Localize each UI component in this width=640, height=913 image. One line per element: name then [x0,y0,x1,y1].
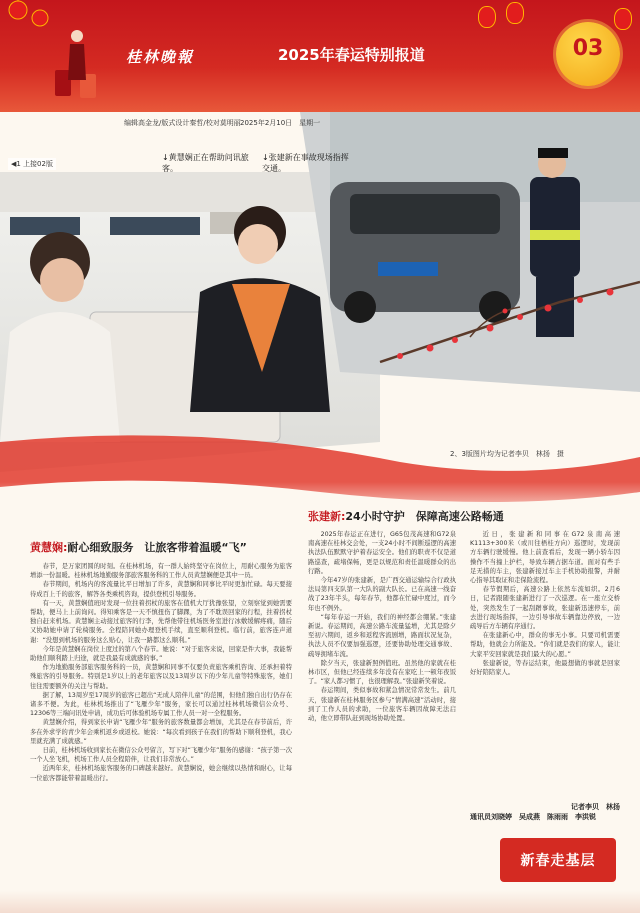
headline-text: 24小时守护 保障高速公路畅通 [345,510,504,523]
paragraph: “每年春运一开始，我们的神经都会绷紧。”张建新说。春运期间，高速公路车流量猛增，尤其是除夕至初六期间，返乡和返程客流剧增，路面状况复杂，执法人员不仅要加强巡逻，还要协助处理交通事故、疏导拥堵车流。 [308,613,456,658]
paragraph: 春节，是万家团圆的时刻。在桂林机场，有一群人始终坚守在岗位上，用耐心服务为旅客增添一份温暖。桂林机场地勤服务部旅客服务科的工作人员黄慧娴便是其中一员。 [30,563,292,580]
paragraph: 今年是黄慧娴在岗位上度过的第八个春节。她说：“对于旅客来说，回家是件大事，我能帮助他们顺利踏上归途，就是我最有成就感的事。” [30,645,292,663]
lantern-icon [478,6,496,28]
lantern-icon [614,8,632,30]
newspaper-logo: 桂林晚報 [126,48,195,66]
paragraph: 近日，张建新和同事在G72泉南高速K1113+300米（或川往梧桂方向）巡逻时，发现前方车辆行驶缓慢。他上前查看后，发现一辆小轿车因操作不当撞上护栏，导致车辆占据车道。面对有些手足无措的车主，张建新接过车主手机协助报警，并耐心指导其取证和走保险流程。 [470,531,620,585]
paragraph: 日前，桂林机场收到家长在微信公众号留言，写下对“飞雁少年”服务的感谢：“孩子第一次一个人坐飞机，机场工作人员全程陪伴，让我们非常放心。” [30,747,292,764]
article-headline-left [30,539,247,555]
traveler-icon [0,0,120,112]
photo-caption-2: ↓黄慧娴正在帮助问讯旅客。 [162,153,249,173]
reporter-credits [470,802,620,822]
reporter-line: 记者李贝 林扬 [571,803,620,811]
paragraph: 黄慧娴介绍，得到家长申请“飞雁少年”服务的旅客数量都会增加，尤其是在春节前后，许多在外求学的青少年会乘机返乡或返校。她说：“每次看到孩子在我们的帮助下顺利登机，我心里就充满了成就感。” [30,719,292,745]
article-column-middle [308,530,456,830]
correspondent-line: 通讯员刘晓婷 吴成燕 陈雨雨 李洪锐 [470,813,596,821]
headline-name: 黄慧娴: [30,541,68,554]
footer-band [0,890,640,913]
article-column-right [470,530,620,798]
continued-from-label: ◀1 上接02版 [8,158,56,170]
headline-text: 耐心细致服务 让旅客带着温暖“飞” [67,541,247,554]
article-column-left [30,562,292,862]
section-title: 2025年春运特别报道 [278,46,425,64]
paragraph: 春节假期后，高速公路上依然车流如织。2月6日，记者跟随张建新进行了一次巡逻。在一座立交桥处，突然发生了一起刮蹭事故，张建新迅速停车，前去进行现场指挥，一边引导事故车辆靠边停放，一边疏导后方车辆有序通行。 [470,586,620,631]
column-stamp-label: 新春走基层 [520,853,596,869]
paragraph: 今年47岁的张建新，是广西交通运输综合行政执法局第四支队第一大队的副大队长。已在高速一线奋战了23年半头，每年春节，他都在忙碌中度过，而今年也不例外。 [308,577,456,612]
paragraph: 据了解，13周岁至17周岁的旅客已超出“无成人陪伴儿童”的范围，但他们独自出行仍存在诸多不便。为此，桂林机场推出了“飞雁少年”服务，家长可以通过桂林机场微信公众号、12306等三端问讯处申请，成功后可体验机场专属工作人员一对一全程服务。 [30,691,292,718]
photo-caption-3: ↓张建新在事故现场指挥交通。 [262,153,349,173]
paragraph: 作为地勤服务部旅客服务科的一员，黄慧娴和同事不仅要负责旅客乘机咨询、还承担着特殊旅客的引导服务。特别是1岁以上的老年旅客以及13周岁以下的少年儿童等特殊旅客，她们往往需要额外的关注与帮助。 [30,664,292,690]
headline-name: 张建新: [308,510,346,523]
lantern-icon [506,2,524,24]
paragraph: 近两年来，桂林机场旅客服务的口碑越来越好。黄慧娴说，她会继续以热情和耐心，让每一位旅客都能带着温暖出行。 [30,765,292,782]
paragraph: 春节期间，机场内的客流量比平日增加了许多，黄慧娴和同事比平时更加忙碌。每天要接待成百上千的旅客，解答各类乘机咨询，提供登机引导服务。 [30,581,292,598]
issue-date: 2025年2月10日 星期一 [240,119,321,127]
photo-credit: 2、3版图片均为记者李贝 林扬 摄 [450,450,564,458]
paragraph: 张建新说，等春运结束，他最想做的事就是回家好好陪陪家人。 [470,659,620,677]
page-number: 03 [572,36,604,61]
editor-credits: 编辑高金龙/版式设计秦哲/校对莫明丽 [124,119,241,127]
paragraph: 除夕当天，张建新照例值班。虽然他的家就在桂林市区，但他已经连续多年没有在家吃上一顿年夜饭了。“家人都习惯了，也很理解我。”张建新笑着说。 [308,659,456,686]
paragraph: 2025年春运正在进行，G65包茂高速和G72泉南高速在桂林交会处，一支24小时不间断巡逻的高速执法队伍默默守护着春运安全。他们的职责不仅是道路巡查，疏堵保畅，更是以规范和责任温暖群众的出行路。 [308,531,456,575]
paragraph: 春运期间，类似事故和紧急情况常常发生。前几天，张建新在桂林服务区参与“情满高速”活动时，接到了工作人员的求助，一位旅客车辆因故障无法启动，他立即带队赶到现场协助处置。 [308,687,456,723]
article-headline-right [308,508,504,524]
paragraph: 有一天，黄慧娴值班时发现一位拄着拐杖的旅客在值机大厅犹豫张望，立刻察觉到她需要帮助，便马上上前询问。得知乘客是一天不慎扭伤了脚踝，为了不耽误回家的行程，拄着拐杖独自赶来机场。黄慧娴主动接过旅客的行李，先帮他带往机场医务室进行冰敷缓解疼痛，随后又协助她申请了轮椅服务。全程陪同她办理登机手续，直至顺利登机。临行前，旅客连声道谢：“没想到机场的服务这么贴心，让我一路都这么顺利。” [30,599,292,644]
paragraph: 在张建新心中，群众的事无小事。只要司机需要帮助，他就会力所能及。“你们就是我们的家人，能让大家平安回家就是我们最大的心愿。” [470,632,620,658]
